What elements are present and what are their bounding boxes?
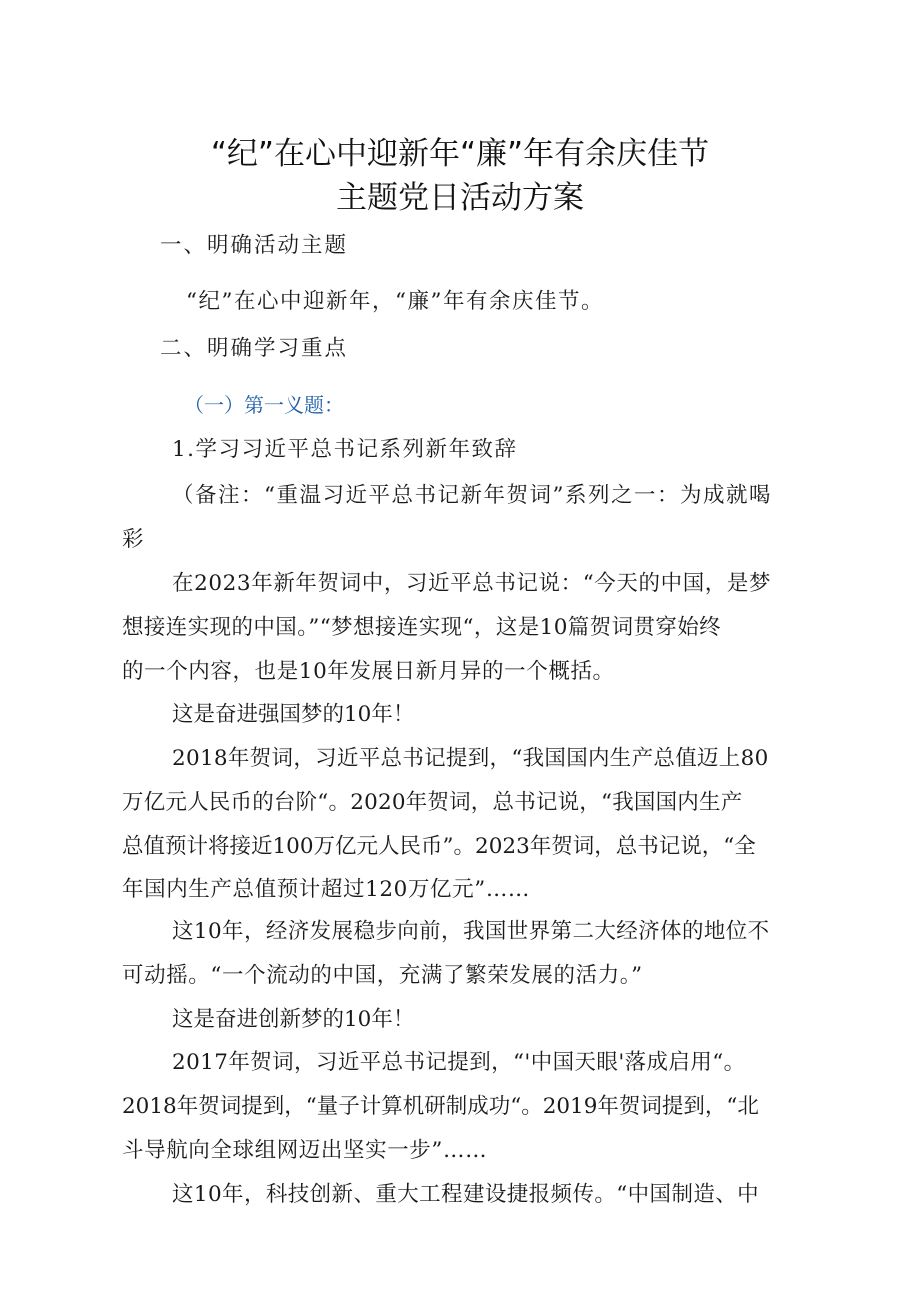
note-line-1: （备注：“重温习近平总书记新年贺词”系列之一：为成就喝 bbox=[172, 483, 772, 508]
paragraph-1-line-1: 在2023年新年贺词中，习近平总书记说：“今天的中国，是梦 bbox=[172, 571, 772, 596]
paragraph-3-line-2: 万亿元人民币的台阶“。2020年贺词，总书记说，“我国国内生产 bbox=[122, 790, 743, 815]
paragraph-1-line-2: 想接连实现的中国。”“梦想接连实现“，这是10篇贺词贯穿始终 bbox=[122, 615, 722, 640]
theme-text: “纪”在心中迎新年，“廉”年有余庆佳节。 bbox=[186, 289, 604, 314]
section-1-heading: 一、明确活动主题 bbox=[160, 233, 349, 258]
paragraph-6-line-2: 2018年贺词提到，“量子计算机研制成功“。2019年贺词提到，“北 bbox=[122, 1094, 759, 1119]
note-line-2: 彩 bbox=[122, 527, 144, 552]
paragraph-3-line-1: 2018年贺词，习近平总书记提到，“我国国内生产总值迈上80 bbox=[172, 746, 769, 771]
paragraph-3-line-3: 总值预计将接近100万亿元人民币”。2023年贺词，总书记说，“全 bbox=[122, 834, 756, 859]
paragraph-5: 这是奋进创新梦的10年！ bbox=[172, 1007, 415, 1032]
study-item-1: 1.学习习近平总书记系列新年致辞 bbox=[172, 437, 518, 462]
document-title-line-1: “纪”在心中迎新年“廉”年有余庆佳节 bbox=[210, 136, 710, 172]
paragraph-2: 这是奋进强国梦的10年！ bbox=[172, 702, 415, 727]
paragraph-4-line-2: 可动摇。“一个流动的中国，充满了繁荣发展的活力。” bbox=[122, 963, 643, 988]
paragraph-6-line-3: 斗导航向全球组网迈出坚实一步”…… bbox=[122, 1138, 488, 1163]
paragraph-1-line-3: 的一个内容，也是10年发展日新月异的一个概括。 bbox=[122, 659, 615, 684]
section-2-heading: 二、明确学习重点 bbox=[160, 336, 349, 361]
paragraph-4-line-1: 这10年，经济发展稳步向前，我国世界第二大经济体的地位不 bbox=[172, 919, 770, 944]
document-title-line-2: 主题党日活动方案 bbox=[336, 180, 584, 216]
paragraph-3-line-4: 年国内生产总值预计超过120万亿元”…… bbox=[122, 877, 531, 902]
paragraph-6-line-1: 2017年贺词，习近平总书记提到，“'中国天眼'落成启用“。 bbox=[172, 1050, 746, 1075]
paragraph-7-line-1: 这10年，科技创新、重大工程建设捷报频传。“中国制造、中 bbox=[172, 1182, 760, 1207]
subsection-1-heading: （一）第一义题： bbox=[184, 393, 344, 417]
